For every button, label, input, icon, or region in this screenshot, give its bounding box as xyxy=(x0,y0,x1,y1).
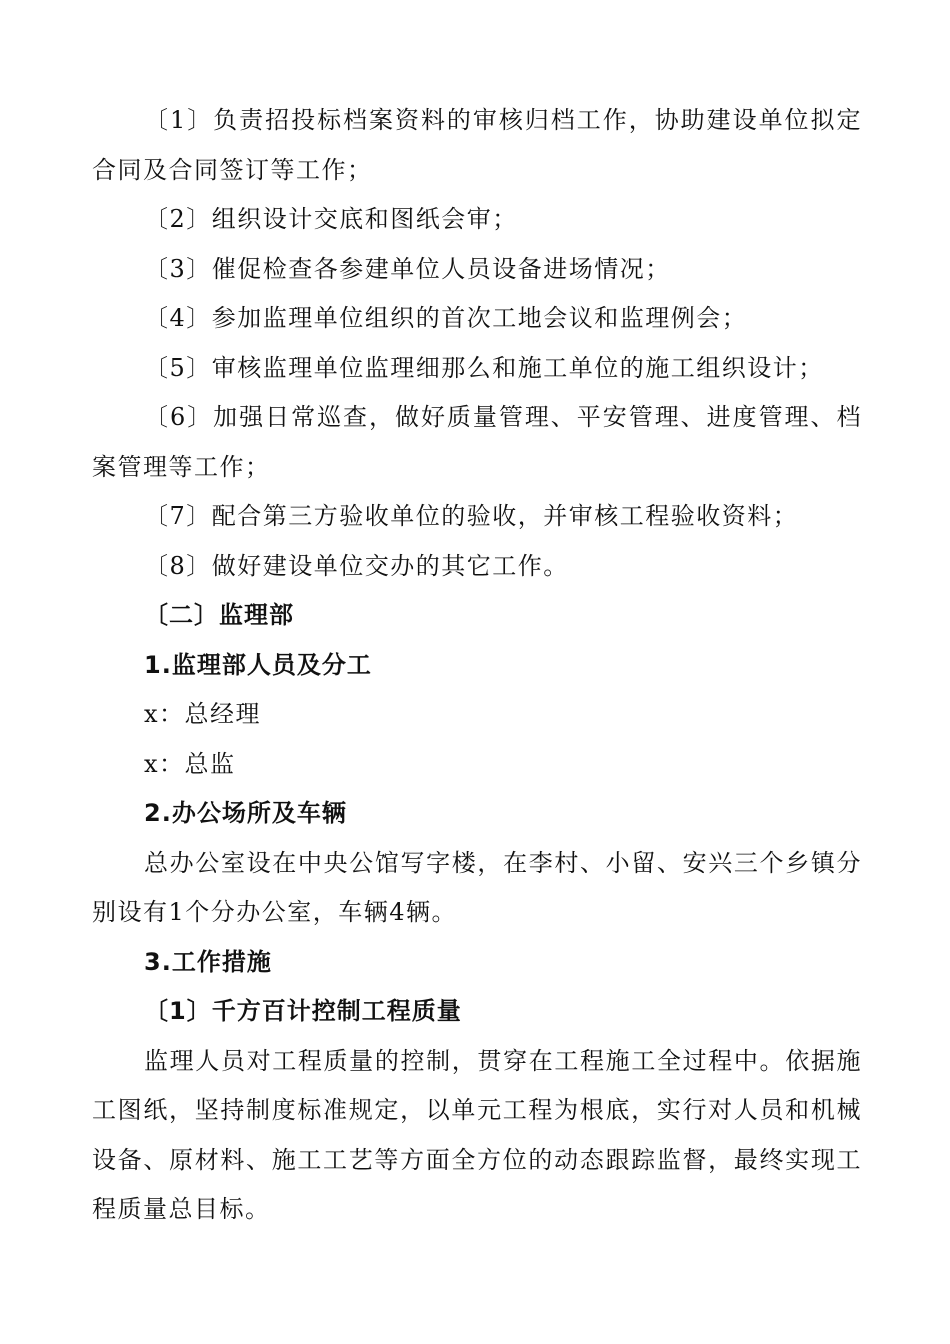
paragraph-item-3: 〔3〕催促检查各参建单位人员设备进场情况； xyxy=(144,254,671,283)
staff-general-manager: x：总经理 xyxy=(144,700,262,728)
office-vehicles-text: 总办公室设在中央公馆写字楼，在李村、小留、安兴三个乡镇分别设有1个分办公室，车辆4辆。 xyxy=(92,848,862,926)
paragraph-item-2: 〔2〕组织设计交底和图纸会审； xyxy=(144,205,518,233)
paragraph-item-1: 〔1〕负责招投标档案资料的审核归档工作，协助建设单位拟定合同及合同签订等工作； xyxy=(92,106,862,184)
section-heading-supervision: 〔二〕监理部 xyxy=(144,601,294,629)
paragraph-item-4: 〔4〕参加监理单位组织的首次工地会议和监理例会； xyxy=(144,304,748,332)
paragraph-item-5: 〔5〕审核监理单位监理细那么和施工单位的施工组织设计； xyxy=(144,353,824,382)
subheading-work-measures: 3.工作措施 xyxy=(144,947,272,976)
paragraph-item-7: 〔7〕配合第三方验收单位的验收，并审核工程验收资料； xyxy=(144,502,799,530)
subheading-office-vehicles: 2.办公场所及车辆 xyxy=(144,799,347,827)
paragraph-item-6: 〔6〕加强日常巡查，做好质量管理、平安管理、进度管理、档案管理等工作； xyxy=(92,403,862,481)
paragraph-item-8: 〔8〕做好建设单位交办的其它工作。 xyxy=(144,551,569,580)
quality-control-text: 监理人员对工程质量的控制，贯穿在工程施工全过程中。依据施工图纸，坚持制度标准规定，以单元工程为根底，实行对人员和机械设备、原材料、施工工艺等方面全方位的动态跟踪监督，最终实现工程质量总目标。 xyxy=(92,1046,862,1223)
subheading-quality-control: 〔1〕千方百计控制工程质量 xyxy=(144,997,462,1025)
subheading-staff: 1.监理部人员及分工 xyxy=(144,650,372,679)
document-body xyxy=(92,96,862,1235)
staff-chief-supervisor: x：总监 xyxy=(144,749,236,778)
